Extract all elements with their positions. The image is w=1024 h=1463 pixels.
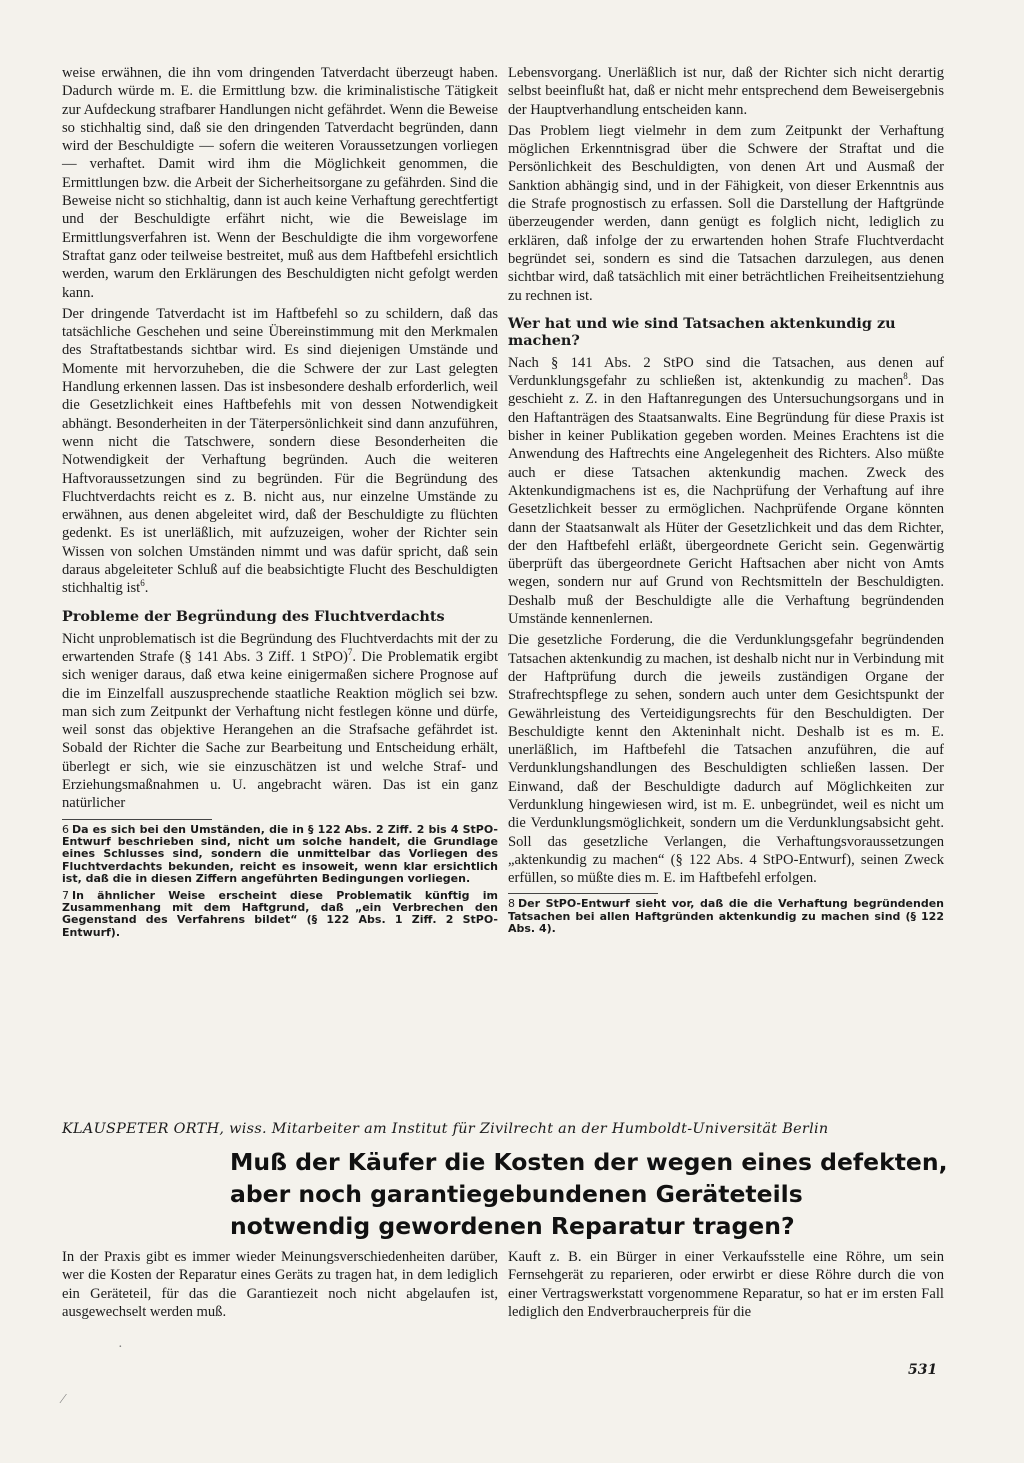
footnote-7-text: In ähnlicher Weise erscheint diese Problematik künftig im Zusammenhang mit dem Haftgrund, daß „ein Verbrechen den Gegenstand des Verfahrens bildet“ (§ 122 Abs. 1 Ziff. 2 StPO-Entwurf). <box>62 888 498 939</box>
left-paragraph-3-rest: . Die Problematik ergibt sich weniger daraus, daß etwa keine einigermaßen sichere Prognose auf die im Einzelfall auszusprechende staatliche Reaktion möglich sei bzw. man sich zum Zeitpunkt der Verhaftung nicht festlegen könne und dürfe, weil sonst das objektive Herangehen an die Strafsache gefährdet ist. Sobald der Richter die Sache zur Bearbeitung und Entscheidung erhält, überlegt er sich, wie sie einzuschätzen ist und welche Straf- und Erziehungsmaßnahmen u. U. angebracht wären. Das ist ein ganz natürlicher <box>62 648 499 812</box>
right-paragraph-3-text: Nach § 141 Abs. 2 StPO sind die Tatsachen, aus denen auf Verdunklungsgefahr zu schließen ist, aktenkundig zu machen <box>508 354 944 390</box>
footnote-divider <box>62 819 212 820</box>
footnote-6-text: Da es sich bei den Umständen, die in § 122 Abs. 2 Ziff. 2 bis 4 StPO-Entwurf beschrieben sind, nicht um solche handelt, die Grundlage eines Schlusses sind, sondern die unmittelbar das Vorliegen des Fluchtverdachts bekunden, reicht es insoweit, wenn klar ersichtlich ist, daß die in diesen Ziffern angeführten Bedingungen vorliegen. <box>62 822 498 886</box>
article-intro-left <box>62 1248 498 1321</box>
footnote-7-number: 7 <box>62 888 69 902</box>
footnote-6 <box>62 824 498 886</box>
right-column <box>508 64 944 940</box>
left-paragraph-2-text: Der dringende Tatverdacht ist im Haftbefehl so zu schildern, daß das tatsächliche Geschehen und seine Übereinstimmung mit den Merkmalen des Straftatbestands sichtbar wird. Es sind diejenigen Umstände und Momente mit hervorzuheben, die die Schwere der zur Last gelegten Handlung erkennen lassen. Das ist insbesondere deshalb erforderlich, weil die Gesetzlichkeit eines Haftbefehls mit von dessen Notwendigkeit abhängt. Besonderheiten in der Täterpersönlichkeit sind dann anzuführen, wenn nicht die Tatschwere, sondern diese Besonderheiten die Notwendigkeit der Verhaftung begründen. Auch die weiteren Haftvoraussetzungen sind zu begründen. Für die Begründung des Fluchtverdachts reicht es z. B. nicht aus, nur einzelne Umstände zu erwähnen, aus denen abgeleitet wird, daß der Beschuldigte zu flüchten gedenkt. Es ist unerläßlich, mit aufzuzeigen, woher der Richter sein Wissen von solchen Umständen nimmt und was dafür spricht, daß sein daraus abgeleiteter Schluß auf die beabsichtigte Flucht des Beschuldigten stichhaltig ist <box>62 305 498 597</box>
right-paragraph-3-rest: . Das geschieht z. Z. in den Haftanregungen des Untersuchungsorgans und in den Haftanträgen des Staatsanwalts. Eine Begründung für diese Praxis ist bisher in keiner Publikation gegeben worden. Meines Erachtens ist die Anwendung des Haftrechts eine Angelegenheit des Richters. Also müßte auch er diese Tatsachen aktenkundig machen. Zweck des Aktenkundigmachens ist es, die Nachprüfung der Verhaftung auf ihre Gesetzlichkeit besser zu ermöglichen. Nachprüfende Organe könnten dann der Staatsanwalt als Hüter der Gesetzlichkeit und das dem Richter, der den Haftbefehl erläßt, übergeordnete Gericht sein. Gegenwärtig überprüft das übergeordnete Gericht Haftsachen aber nicht von Amts wegen, sondern nur auf Grund von Rechtsmitteln der Beschuldigten. Deshalb muß der Beschuldigte alle die Verhaftung begründenden Umstände kennenlernen. <box>508 373 944 628</box>
left-paragraph-2-end: . <box>144 580 149 597</box>
intro-left-paragraph: In der Praxis gibt es immer wieder Meinungsverschiedenheiten darüber, wer die Kosten der Reparatur eines Geräts zu tragen hat, in dem lediglich ein Geräteteil, für das die Garantiezeit noch nicht abgelaufen ist, ausgewechselt werden muß. <box>62 1249 498 1320</box>
section-heading-fluchtverdacht: Probleme der Begründung des Fluchtverdachts <box>62 607 445 625</box>
intro-right-paragraph: Kauft z. B. ein Bürger in einer Verkaufsstelle eine Röhre, um sein Fernsehgerät zu reparieren, oder erwirbt er diese Röhre durch die von einer Vertragswerkstatt vorgenommene Reparatur, so hat er im ersten Fall lediglich den Endverbraucherpreis für die <box>508 1249 944 1320</box>
footnote-8-number: 8 <box>508 897 515 911</box>
section-heading-aktenkundig: Wer hat und wie sind Tatsachen aktenkundig zu machen? <box>508 314 896 349</box>
page-number: 531 <box>908 1362 938 1378</box>
left-column <box>62 64 498 943</box>
footnote-divider <box>508 893 658 894</box>
footnote-ref-7: 7 <box>347 647 353 658</box>
author-line: KLAUSPETER ORTH, wiss. Mitarbeiter am Institut für Zivilrecht an der Humboldt-Universität Berlin <box>62 1121 829 1137</box>
footnote-8 <box>508 898 944 935</box>
footnote-ref-8: 8 <box>903 371 908 382</box>
footnote-6-number: 6 <box>62 822 69 836</box>
right-paragraph-2: Das Problem liegt vielmehr in dem zum Zeitpunkt der Verhaftung möglichen Erkenntnisgrad über die Schwere der Straftat und die Persönlichkeit des Beschuldigten, von denen Art und Ausmaß der Sanktion abhängig sind, und in der Fähigkeit, von dieser Erkenntnis aus die Strafe prognostisch zu erfassen. Soll die Darstellung der Haftgründe überzeugender werden, dann genügt es folglich nicht, lediglich zu erklären, daß infolge der zu erwartenden hohen Strafe Fluchtverdacht begründet sei, sondern es sind die Tatsachen darzulegen, aus denen sichtbar wird, daß tatsächlich mit einer beträchtlichen Freiheitsentziehung zu rechnen ist. <box>508 122 944 304</box>
footnote-8-text: Der StPO-Entwurf sieht vor, daß die die Verhaftung begründenden Tatsachen bei allen Haftgründen aktenkundig zu machen sind (§ 122 Abs. 4). <box>508 897 944 936</box>
left-paragraph-1: weise erwähnen, die ihn vom dringenden Tatverdacht überzeugt haben. Dadurch würde m. E. die Ermittlung bzw. die kriminalistische Tätigkeit zur Aufdeckung strafbarer Handlungen nicht gefährdet. Wenn die Beweise so stichhaltig sind, daß sie den dringenden Tatverdacht begründen, dann wird der Beschuldigte — sofern die weiteren Voraussetzungen vorliegen — verhaftet. Damit wird ihm die Möglichkeit genommen, die Ermittlungen bzw. die Arbeit der Sicherheitsorgane zu gefährden. Sind die Beweise nicht so stichhaltig, dann ist auch keine Verhaftung gerechtfertigt und der Beschuldigte erfährt nicht, wie die Beweislage im Ermittlungsverfahren ist. Wenn der Beschuldigte die ihm vorgeworfene Straftat ganz oder teilweise bestreitet, muß aus dem Haftbefehl ersichtlich werden, warum den Erklärungen des Beschuldigten nicht gefolgt werden kann. <box>62 65 498 301</box>
right-paragraph-1: Lebensvorgang. Unerläßlich ist nur, daß der Richter sich nicht derartig selbst beeinflußt hat, daß er nicht mehr entsprechend dem Beweisergebnis der Hauptverhandlung entscheiden kann. <box>508 65 944 118</box>
scan-speck: · <box>118 1340 123 1355</box>
scan-pencil-mark: ⁄ <box>62 1392 65 1407</box>
right-paragraph-3 <box>508 354 944 628</box>
footnote-7 <box>62 890 498 940</box>
left-paragraph-2 <box>62 305 498 598</box>
left-paragraph-3 <box>62 630 498 813</box>
left-paragraph-3-text: Nicht unproblematisch ist die Begründung des Fluchtverdachts mit der zu erwartenden Strafe (§ 141 Abs. 3 Ziff. 1 StPO) <box>62 630 498 665</box>
article-intro-right <box>508 1248 944 1321</box>
footnote-ref-6: 6 <box>140 578 145 589</box>
right-paragraph-4: Die gesetzliche Forderung, die die Verdunklungsgefahr begründenden Tatsachen aktenkundig zu machen, ist deshalb nicht nur in Verbindung mit der Haftprüfung durch die jeweils zuständigen Organe der Strafrechtspflege zu sehen, sondern auch unter dem Gesichtspunkt der Gewährleistung des Verteidigungsrechts für den Beschuldigten. Der Beschuldigte kennt den Akteninhalt nicht. Deshalb ist es m. E. unerläßlich, im Haftbefehl die Tatsachen anzuführen, die auf Verdunklungshandlungen des Beschuldigten schließen lassen. Der Einwand, daß der Beschuldigte dadurch auf Möglichkeiten zur Verdunklung hingewiesen wird, ist m. E. unbegründet, weil es nicht um die Verdunklungsmöglichkeit, sondern um die Verdunklungsabsicht geht. Soll das gesetzliche Verlangen, die Verhaftungsvoraussetzungen „aktenkundig zu machen“ (§ 122 Abs. 4 StPO-Entwurf), seinen Zweck erfüllen, so müßte dies m. E. im Haftbefehl erfolgen. <box>508 632 944 887</box>
article-title: Muß der Käufer die Kosten der wegen eines defekten, aber noch garantiegebundenen Geräteteils notwendig gewordenen Reparatur tragen? <box>230 1148 948 1240</box>
